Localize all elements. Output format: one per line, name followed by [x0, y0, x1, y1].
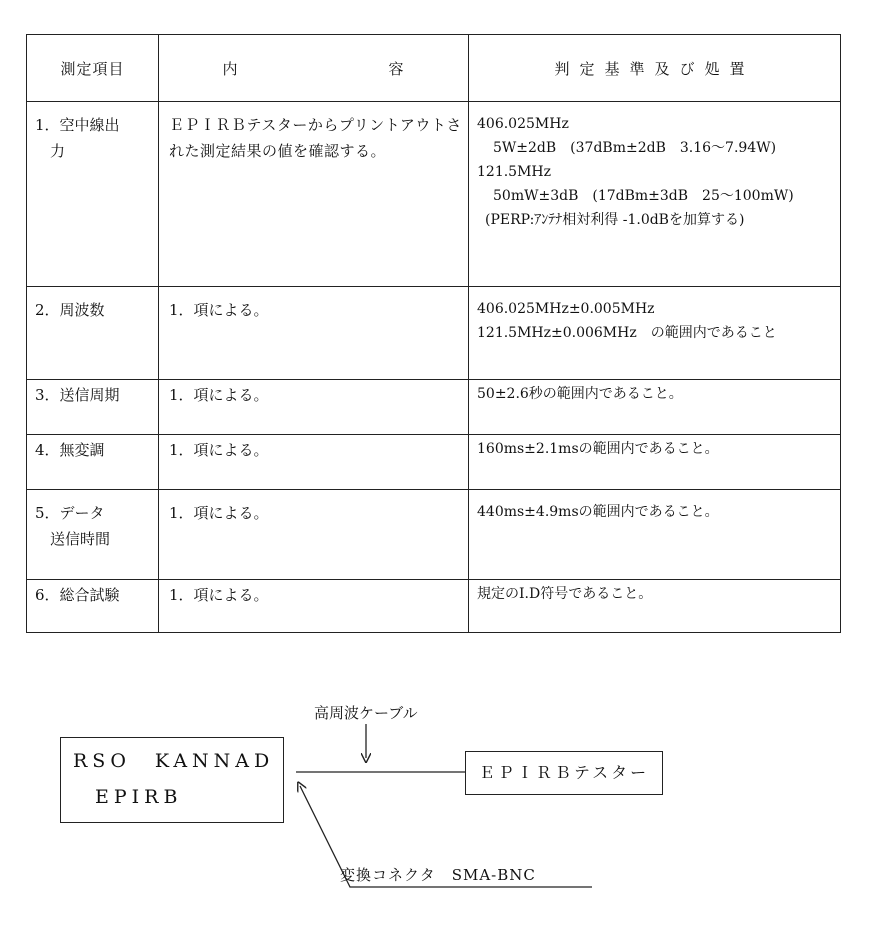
header-content-right: 容 [388, 59, 405, 78]
criteria-line: 規定のI.D符号であること。 [477, 586, 653, 602]
epirb-device-box [60, 737, 284, 823]
criteria-line: 121.5MHz±0.006MHz の範囲内であること [477, 325, 777, 341]
header-measurement-item-label: 測定項目 [60, 59, 125, 78]
table-row [27, 287, 841, 380]
row-criteria [469, 380, 841, 435]
row-criteria [469, 490, 841, 580]
table-row [27, 380, 841, 435]
row-content: 1．項による。 [159, 435, 469, 490]
row-content: 1．項による。 [159, 490, 469, 580]
row-criteria [469, 580, 841, 633]
row-item-frequency: 2．周波数 [27, 287, 159, 380]
header-content-left: 内 [222, 59, 239, 78]
measurement-spec-table [26, 34, 841, 633]
header-measurement-item [27, 35, 159, 102]
header-content [159, 35, 469, 102]
row-item-unmodulated: 4．無変調 [27, 435, 159, 490]
connector-label: 変換コネクタ SMA-BNC [340, 866, 536, 884]
rf-cable-label: 高周波ケーブル [314, 704, 418, 722]
table-row [27, 490, 841, 580]
row-content: 1．項による。 [159, 287, 469, 380]
header-criteria [469, 35, 841, 102]
row-criteria [469, 435, 841, 490]
criteria-line: 50±2.6秒の範囲内であること。 [477, 386, 683, 402]
criteria-line: (PERP:ｱﾝﾃﾅ相対利得 -1.0dBを加算する) [485, 212, 745, 228]
criteria-line: 50mW±3dB (17dBm±3dB 25〜100mW) [493, 188, 794, 204]
table-header-row [27, 35, 841, 102]
row-criteria [469, 102, 841, 287]
criteria-line: 440ms±4.9msの範囲内であること。 [477, 504, 719, 520]
row-item-antenna-output: 1．空中線出 力 [27, 102, 159, 287]
table-row [27, 102, 841, 287]
criteria-line: 160ms±2.1msの範囲内であること。 [477, 441, 719, 457]
row-item-overall-test: 6．総合試験 [27, 580, 159, 633]
table-row [27, 580, 841, 633]
criteria-line: 5W±2dB (37dBm±2dB 3.16〜7.94W) [493, 140, 777, 156]
row-item-data-transmit-time: 5．データ 送信時間 [27, 490, 159, 580]
table-row [27, 435, 841, 490]
row-content: 1．項による。 [159, 380, 469, 435]
header-criteria-label: 判定基準及び処置 [554, 59, 755, 78]
criteria-line: 406.025MHz [477, 116, 569, 132]
row-criteria [469, 287, 841, 380]
row-content: 1．項による。 [159, 580, 469, 633]
epirb-tester-label: ＥＰＩＲＢテスター [478, 763, 650, 782]
row-item-transmit-period: 3．送信周期 [27, 380, 159, 435]
epirb-brand-label: RSO KANNAD [73, 750, 275, 772]
epirb-tester-box [465, 751, 663, 795]
criteria-line: 121.5MHz [477, 164, 551, 180]
epirb-model-label: EPIRB [95, 786, 183, 808]
connection-diagram [0, 690, 869, 930]
row-content: ＥＰＩＲＢテスターからプリントアウトされた測定結果の値を確認する。 [159, 102, 469, 287]
criteria-line: 406.025MHz±0.005MHz [477, 301, 655, 317]
